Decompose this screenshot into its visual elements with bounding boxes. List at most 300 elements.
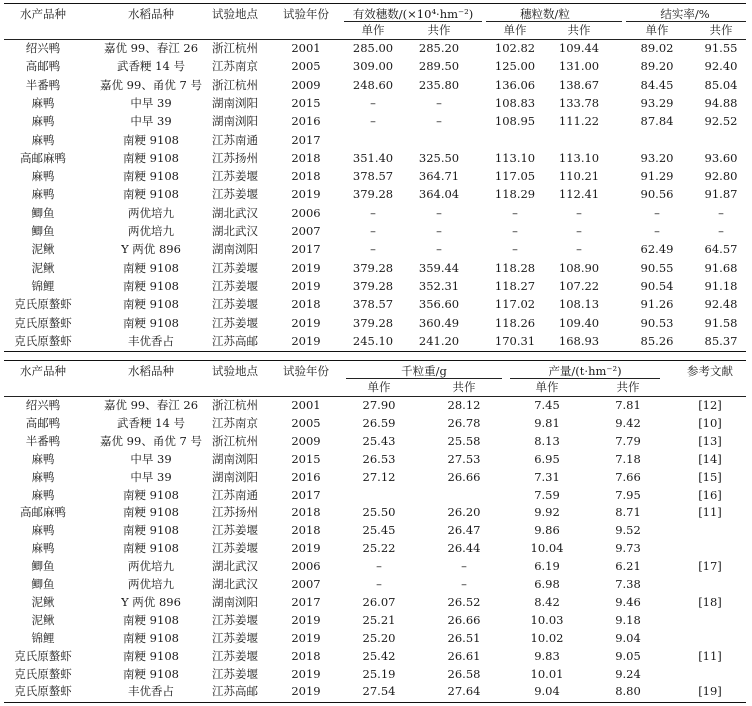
cell-year: 2017 <box>291 594 321 609</box>
cell-panicles-co: – <box>436 95 442 110</box>
table-row <box>4 314 746 333</box>
cell-location: 浙江杭州 <box>212 77 258 92</box>
cell-yield-co: 9.18 <box>615 612 641 627</box>
cell-yield-mono: 7.59 <box>534 487 560 502</box>
cell-reference: [11] <box>698 505 722 520</box>
cell-grains-co: 107.22 <box>558 278 600 293</box>
cell-location: 江苏南通 <box>212 132 258 147</box>
cell-tgw-mono: 25.45 <box>362 523 396 538</box>
cell-species: 半番鸭 <box>25 77 61 92</box>
cell-tgw-mono <box>356 486 402 505</box>
cell-seedset-mono: 91.29 <box>640 169 674 184</box>
cell-grains-mono: – <box>512 242 518 257</box>
top-rule <box>4 3 746 4</box>
cell-tgw-co: – <box>461 577 467 591</box>
cell-location: 湖南浏阳 <box>212 451 258 466</box>
cell-rice-variety: 南粳 9108 <box>123 278 179 293</box>
cell-grains-co: 138.67 <box>558 77 600 92</box>
cell-location: 江苏姜堰 <box>212 187 258 202</box>
cell-rice-variety: 南粳 9108 <box>123 505 179 520</box>
cell-location: 江苏南京 <box>212 59 258 74</box>
cell-seedset-co: 92.80 <box>704 169 738 184</box>
cell-panicles-co: 352.31 <box>418 278 460 293</box>
cell-rice-variety: 中早 39 <box>130 114 172 129</box>
cell-year: 2007 <box>291 577 321 591</box>
cell-year: 2009 <box>291 433 321 448</box>
cell-grains-co <box>556 131 602 150</box>
cell-species: 麻鸭 <box>31 132 55 147</box>
cell-species: 泥鳅 <box>31 242 55 257</box>
cell-seedset-mono: 89.02 <box>640 41 674 55</box>
cell-rice-variety: 南粳 9108 <box>123 169 179 184</box>
cell-tgw-co: – <box>461 559 467 574</box>
cell-tgw-mono: – <box>376 559 382 574</box>
cell-panicles-mono: 285.00 <box>352 41 394 55</box>
cell-panicles-co: 360.49 <box>418 315 460 330</box>
cell-yield-mono: 10.02 <box>530 630 564 645</box>
cell-panicles-mono: – <box>370 242 376 257</box>
cell-year: 2019 <box>291 315 321 330</box>
cell-reference: [18] <box>698 594 722 609</box>
cell-species: 麻鸭 <box>31 523 55 538</box>
cell-panicles-mono: – <box>370 95 376 110</box>
table-row <box>4 277 746 296</box>
cell-seedset-co: 85.37 <box>704 333 738 348</box>
subheader-co: 共作 <box>709 23 733 37</box>
cell-location: 江苏姜堰 <box>212 666 258 681</box>
cell-location: 湖南浏阳 <box>212 114 258 129</box>
cell-panicles-mono: 378.57 <box>352 169 394 184</box>
table-row <box>4 647 746 666</box>
cell-year: 2006 <box>291 205 321 220</box>
cell-year: 2018 <box>291 505 321 520</box>
cell-panicles-co: 364.04 <box>418 187 460 202</box>
cell-seedset-co: 92.52 <box>704 114 738 129</box>
cell-seedset-mono: 93.29 <box>640 95 674 110</box>
cell-yield-co: 7.95 <box>615 487 641 502</box>
cell-seedset-co: 91.55 <box>704 41 738 55</box>
cell-yield-co: 7.79 <box>615 433 641 448</box>
table-row <box>4 94 746 113</box>
table-row <box>4 665 746 684</box>
cell-tgw-co <box>441 486 487 505</box>
subheader-co: 共作 <box>452 380 476 394</box>
cell-seedset-mono: 89.20 <box>640 59 674 74</box>
cell-panicles-mono: 379.28 <box>352 260 394 275</box>
cell-tgw-co: 27.53 <box>447 451 481 466</box>
cell-reference: [13] <box>698 433 722 448</box>
cell-seedset-co: 94.88 <box>704 95 738 110</box>
cell-reference: [17] <box>698 559 722 574</box>
cell-location: 江苏南京 <box>212 415 258 430</box>
cell-year: 2018 <box>291 297 321 312</box>
cell-yield-mono: 6.19 <box>534 559 560 574</box>
cell-year: 2005 <box>291 59 321 74</box>
table-row <box>4 414 746 433</box>
cell-rice-variety: 两优培九 <box>128 205 174 220</box>
cell-seedset-co: 92.48 <box>704 297 738 312</box>
cell-panicles-mono: 309.00 <box>352 59 394 74</box>
cell-panicles-co: – <box>436 242 442 257</box>
cell-location: 江苏南通 <box>212 487 258 502</box>
cell-yield-co: 7.38 <box>615 577 641 591</box>
cell-yield-mono: 8.13 <box>534 433 560 448</box>
top-rule <box>4 360 746 361</box>
cell-panicles-co: – <box>436 114 442 129</box>
cell-yield-co: 8.80 <box>615 684 641 699</box>
cell-rice-variety: 中早 39 <box>130 469 172 484</box>
cell-seedset-mono: 84.45 <box>640 77 674 92</box>
cell-yield-co: 7.18 <box>615 451 641 466</box>
cell-grains-mono: 136.06 <box>494 77 536 92</box>
cell-species: 克氏原螯虾 <box>14 297 72 312</box>
cell-tgw-co: 26.51 <box>447 630 481 645</box>
header-species: 水产品种 <box>20 364 66 378</box>
cell-species: 高邮鸭 <box>25 59 61 74</box>
table-row <box>4 240 746 259</box>
cell-tgw-co: 25.58 <box>447 433 481 448</box>
table-row <box>4 57 746 76</box>
table-row <box>4 76 746 95</box>
cell-panicles-co: 241.20 <box>418 333 460 348</box>
cell-year: 2006 <box>291 559 321 574</box>
cell-species: 绍兴鸭 <box>25 398 61 412</box>
cell-reference <box>674 665 746 684</box>
cell-yield-co: 9.42 <box>615 415 641 430</box>
header-location: 试验地点 <box>212 7 258 21</box>
header-grains-per-panicle: 穗粒数/粒 <box>520 7 570 21</box>
cell-panicles-co <box>416 131 462 150</box>
cell-yield-co: 9.24 <box>615 666 641 681</box>
table-row <box>4 468 746 487</box>
cell-seedset-mono: 90.54 <box>640 278 674 293</box>
cell-year: 2019 <box>291 541 321 556</box>
cell-grains-co: 108.90 <box>558 260 600 275</box>
cell-species: 高邮鸭 <box>25 415 61 430</box>
cell-year: 2019 <box>291 278 321 293</box>
cell-rice-variety: 南粳 9108 <box>123 315 179 330</box>
cell-location: 湖南浏阳 <box>212 469 258 484</box>
table-row <box>4 557 746 576</box>
cell-tgw-mono: 25.22 <box>362 541 396 556</box>
cell-location: 湖南浏阳 <box>212 594 258 609</box>
cell-yield-mono: 9.92 <box>534 505 560 520</box>
cell-location: 浙江杭州 <box>212 41 258 55</box>
table-row <box>4 682 746 701</box>
subheader-mono: 单作 <box>645 23 669 37</box>
cell-grains-mono: 125.00 <box>494 59 536 74</box>
cell-panicles-co: 285.20 <box>418 41 460 55</box>
cell-species: 克氏原螯虾 <box>14 648 72 663</box>
cell-panicles-mono: – <box>370 114 376 129</box>
cell-rice-variety: 两优培九 <box>128 224 174 238</box>
cell-rice-variety: 嘉优 99、甬优 7 号 <box>100 77 202 92</box>
cell-grains-mono <box>492 131 538 150</box>
cell-species: 半番鸭 <box>25 433 61 448</box>
cell-species: 克氏原螯虾 <box>14 333 72 348</box>
cell-year: 2009 <box>291 77 321 92</box>
cell-year: 2019 <box>291 666 321 681</box>
cell-tgw-co: 26.47 <box>447 523 481 538</box>
cell-yield-mono: 10.04 <box>530 541 564 556</box>
cell-seedset-co: 85.04 <box>704 77 738 92</box>
cell-tgw-mono: 25.19 <box>362 666 396 681</box>
cell-yield-mono: 6.95 <box>534 451 560 466</box>
cell-reference: [11] <box>698 648 722 663</box>
cell-species: 锦鲤 <box>31 278 55 293</box>
cell-tgw-co: 26.78 <box>447 415 481 430</box>
header-seed-setting-rate: 结实率/% <box>660 7 710 21</box>
cell-species: 麻鸭 <box>31 451 55 466</box>
cell-panicles-mono: 245.10 <box>352 333 394 348</box>
cell-panicles-co: 359.44 <box>418 260 460 275</box>
header-rice-variety: 水稻品种 <box>128 364 174 378</box>
cell-year: 2001 <box>291 41 321 55</box>
cell-yield-mono: 8.42 <box>534 594 560 609</box>
cell-reference: [19] <box>698 684 722 699</box>
cell-location: 江苏姜堰 <box>212 541 258 556</box>
cell-yield-mono: 9.81 <box>534 415 560 430</box>
cell-seedset-co: – <box>718 205 724 220</box>
subheader-co: 共作 <box>567 23 591 37</box>
cell-rice-variety: 两优培九 <box>128 577 174 591</box>
cell-tgw-co: 26.44 <box>447 541 481 556</box>
cell-reference <box>674 521 746 540</box>
cell-seedset-mono: 87.84 <box>640 114 674 129</box>
table-row <box>4 149 746 168</box>
cell-grains-mono: – <box>512 205 518 220</box>
cell-grains-co: 110.21 <box>558 169 600 184</box>
cell-rice-variety: Y 两优 896 <box>121 242 181 257</box>
cell-yield-co: 9.46 <box>615 594 641 609</box>
cell-location: 浙江杭州 <box>212 433 258 448</box>
cell-grains-mono: 117.02 <box>494 297 536 312</box>
cell-species: 麻鸭 <box>31 169 55 184</box>
cell-reference <box>674 539 746 558</box>
cell-tgw-mono: 25.21 <box>362 612 396 627</box>
cell-rice-variety: Y 两优 896 <box>121 594 181 609</box>
cell-species: 克氏原螯虾 <box>14 684 72 699</box>
cell-panicles-mono: 379.28 <box>352 278 394 293</box>
cell-rice-variety: 武香粳 14 号 <box>117 59 185 74</box>
cell-grains-mono: – <box>512 224 518 238</box>
cell-tgw-mono: 26.59 <box>362 415 396 430</box>
cell-rice-variety: 丰优香占 <box>128 684 174 699</box>
cell-rice-variety: 南粳 9108 <box>123 187 179 202</box>
cell-panicles-mono: – <box>370 224 376 238</box>
cell-rice-variety: 南粳 9108 <box>123 297 179 312</box>
cell-rice-variety: 嘉优 99、春江 26 <box>103 41 199 55</box>
cell-rice-variety: 嘉优 99、春江 26 <box>103 398 199 412</box>
cell-reference <box>674 575 746 594</box>
cell-rice-variety: 南粳 9108 <box>123 132 179 147</box>
cell-grains-mono: 118.26 <box>494 315 536 330</box>
table-row <box>4 503 746 522</box>
table-row <box>4 611 746 630</box>
cell-panicles-mono <box>350 131 396 150</box>
cell-location: 江苏高邮 <box>212 333 258 348</box>
cell-panicles-co: 289.50 <box>418 59 460 74</box>
table-row <box>4 450 746 469</box>
cell-species: 泥鳅 <box>31 612 55 627</box>
table-row <box>4 185 746 204</box>
subheader-mono: 单作 <box>535 380 559 394</box>
cell-species: 锦鲤 <box>31 630 55 645</box>
cell-seedset-co: 91.58 <box>704 315 738 330</box>
header-rice-variety: 水稻品种 <box>128 7 174 21</box>
cell-year: 2015 <box>291 95 321 110</box>
cell-location: 江苏姜堰 <box>212 278 258 293</box>
cell-species: 鲫鱼 <box>31 205 55 220</box>
cell-rice-variety: 嘉优 99、甬优 7 号 <box>100 433 202 448</box>
cell-seedset-mono: 93.20 <box>640 150 674 165</box>
cell-seedset-mono: 85.26 <box>640 333 674 348</box>
cell-tgw-co: 26.66 <box>447 469 481 484</box>
cell-seedset-mono: – <box>654 224 660 238</box>
cell-location: 江苏姜堰 <box>212 260 258 275</box>
cell-year: 2001 <box>291 398 321 412</box>
table-row <box>4 295 746 314</box>
cell-location: 湖北武汉 <box>212 224 258 238</box>
cell-rice-variety: 南粳 9108 <box>123 150 179 165</box>
cell-species: 克氏原螯虾 <box>14 666 72 681</box>
subheader-co: 共作 <box>616 380 640 394</box>
table-row <box>4 167 746 186</box>
cell-location: 湖北武汉 <box>212 577 258 591</box>
cell-yield-co: 7.66 <box>615 469 641 484</box>
cell-location: 江苏姜堰 <box>212 315 258 330</box>
cell-yield-mono: 10.01 <box>530 666 564 681</box>
cell-grains-mono: 113.10 <box>494 150 536 165</box>
cell-seedset-co: 91.18 <box>704 278 738 293</box>
cell-species: 麻鸭 <box>31 487 55 502</box>
cell-panicles-co: 235.80 <box>418 77 460 92</box>
cell-seedset-mono: 91.26 <box>640 297 674 312</box>
cell-panicles-mono: 351.40 <box>352 150 394 165</box>
cell-tgw-co: 26.58 <box>447 666 481 681</box>
header-species: 水产品种 <box>20 7 66 21</box>
cell-yield-co: 9.73 <box>615 541 641 556</box>
cell-location: 江苏姜堰 <box>212 648 258 663</box>
cell-grains-co: – <box>576 205 582 220</box>
cell-yield-mono: 9.83 <box>534 648 560 663</box>
cell-grains-mono: 118.27 <box>494 278 536 293</box>
cell-rice-variety: 中早 39 <box>130 451 172 466</box>
cell-location: 湖北武汉 <box>212 559 258 574</box>
header-reference: 参考文献 <box>687 364 733 378</box>
cell-tgw-co: 26.61 <box>447 648 481 663</box>
cell-seedset-co: – <box>718 224 724 238</box>
cell-species: 麻鸭 <box>31 95 55 110</box>
cell-yield-co: 9.04 <box>615 630 641 645</box>
cell-tgw-co: 26.20 <box>447 505 481 520</box>
cell-panicles-mono: 378.57 <box>352 297 394 312</box>
cell-reference: [16] <box>698 487 722 502</box>
table-row <box>4 575 746 594</box>
table-row <box>4 593 746 612</box>
cell-grains-mono: 170.31 <box>494 333 536 348</box>
cell-yield-mono: 10.03 <box>530 612 564 627</box>
cell-tgw-co: 28.12 <box>447 398 481 412</box>
cell-tgw-mono: 27.90 <box>362 398 396 412</box>
header-year: 试验年份 <box>283 7 329 21</box>
cell-grains-co: 108.13 <box>558 297 600 312</box>
cell-location: 江苏姜堰 <box>212 523 258 538</box>
cell-grains-co: 133.78 <box>558 95 600 110</box>
cell-seedset-co: 64.57 <box>704 242 738 257</box>
cell-seedset-mono: 90.55 <box>640 260 674 275</box>
cell-seedset-co: 93.60 <box>704 150 738 165</box>
cell-rice-variety: 南粳 9108 <box>123 523 179 538</box>
table-row <box>4 259 746 278</box>
cell-year: 2018 <box>291 169 321 184</box>
cell-rice-variety: 南粳 9108 <box>123 666 179 681</box>
cell-yield-mono: 9.04 <box>534 684 560 699</box>
cell-grains-mono: 117.05 <box>494 169 536 184</box>
cell-location: 江苏高邮 <box>212 684 258 699</box>
cell-year: 2016 <box>291 114 321 129</box>
cell-panicles-mono: – <box>370 205 376 220</box>
cell-location: 湖北武汉 <box>212 205 258 220</box>
cell-tgw-mono: 26.07 <box>362 594 396 609</box>
cell-seedset-mono: 90.56 <box>640 187 674 202</box>
header-yield: 产量/(t·hm⁻²) <box>548 364 622 378</box>
cell-rice-variety: 武香粳 14 号 <box>117 415 185 430</box>
table-row <box>4 486 746 505</box>
cell-year: 2019 <box>291 612 321 627</box>
cell-location: 江苏姜堰 <box>212 630 258 645</box>
subheader-mono: 单作 <box>367 380 391 394</box>
cell-tgw-mono: – <box>376 577 382 591</box>
cell-grains-mono: 118.28 <box>494 260 536 275</box>
cell-tgw-mono: 25.20 <box>362 630 396 645</box>
cell-location: 江苏姜堰 <box>212 297 258 312</box>
cell-location: 江苏姜堰 <box>212 612 258 627</box>
cell-grains-co: 113.10 <box>558 150 600 165</box>
cell-yield-mono: 6.98 <box>534 577 560 591</box>
cell-panicles-mono: 379.28 <box>352 315 394 330</box>
table-row <box>4 39 746 58</box>
cell-species: 高邮麻鸭 <box>20 505 66 520</box>
cell-panicles-co: 356.60 <box>418 297 460 312</box>
cell-tgw-co: 27.64 <box>447 684 481 699</box>
cell-grains-co: – <box>576 242 582 257</box>
cell-panicles-co: – <box>436 205 442 220</box>
bottom-rule <box>4 351 746 352</box>
cell-tgw-mono: 26.53 <box>362 451 396 466</box>
cell-yield-mono: 7.31 <box>534 469 560 484</box>
cell-yield-mono: 7.45 <box>534 398 560 412</box>
cell-year: 2005 <box>291 415 321 430</box>
cell-species: 高邮麻鸭 <box>20 150 66 165</box>
cell-species: 泥鳅 <box>31 260 55 275</box>
cell-rice-variety: 丰优香占 <box>128 333 174 348</box>
cell-yield-co: 9.52 <box>615 523 641 538</box>
cell-yield-co: 8.71 <box>615 505 641 520</box>
cell-grains-co: 168.93 <box>558 333 600 348</box>
cell-location: 江苏姜堰 <box>212 169 258 184</box>
cell-reference <box>674 629 746 648</box>
cell-yield-co: 7.81 <box>615 398 641 412</box>
table-row <box>4 539 746 558</box>
cell-yield-co: 9.05 <box>615 648 641 663</box>
cell-grains-co: 112.41 <box>558 187 600 202</box>
cell-year: 2019 <box>291 333 321 348</box>
cell-seedset-mono: – <box>654 205 660 220</box>
cell-year: 2007 <box>291 224 321 238</box>
cell-year: 2017 <box>291 487 321 502</box>
cell-panicles-mono: 379.28 <box>352 187 394 202</box>
